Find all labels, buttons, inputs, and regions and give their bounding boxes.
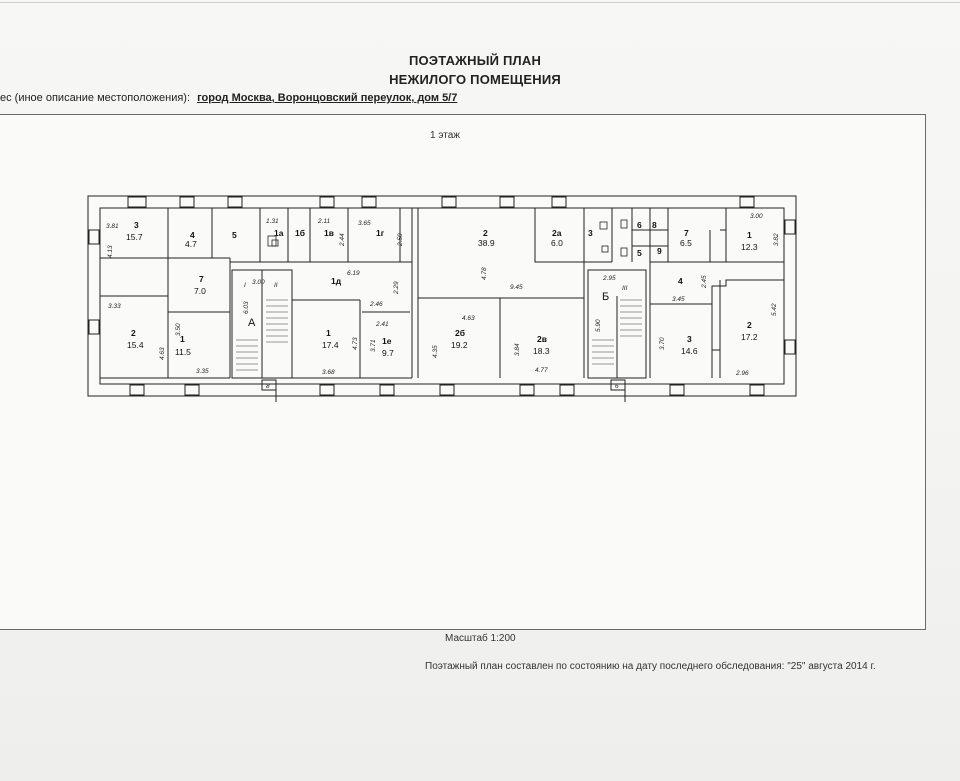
room-number: 4 <box>190 230 195 240</box>
dimension: 6.03 <box>243 301 250 314</box>
room-labels <box>126 220 758 358</box>
dimension: 3.65 <box>358 220 371 227</box>
dimension: 4.35 <box>432 345 439 358</box>
room-number: 1 <box>180 334 185 344</box>
dimension: 3.00 <box>750 213 763 220</box>
stair-letter-a: А <box>248 317 256 329</box>
dimension: 3.35 <box>196 368 209 375</box>
dimension: 2.44 <box>339 233 346 246</box>
building-outline-outer <box>88 196 796 396</box>
dimension: 4.63 <box>159 347 166 360</box>
window <box>362 197 376 207</box>
stair-tread <box>620 300 642 336</box>
document-title-line-1: ПОЭТАЖНЫЙ ПЛАН <box>408 53 542 68</box>
address-value: город Москва, Воронцовский переулок, дом 5/7 <box>197 92 458 104</box>
floor-label: 1 этаж <box>430 130 460 141</box>
room-area: 19.2 <box>451 340 468 350</box>
room-area: 17.4 <box>322 340 339 350</box>
dimension: 3.82 <box>773 233 780 246</box>
dimension: 2.95 <box>603 275 616 282</box>
dimension: 5.42 <box>771 303 778 316</box>
window <box>670 385 684 395</box>
dimension: 2.41 <box>376 321 389 328</box>
room-number: 1г <box>376 228 385 238</box>
toilet-icon <box>272 240 278 246</box>
stair-tread <box>236 340 258 370</box>
dimension: 3.68 <box>322 369 335 376</box>
windows <box>89 197 795 395</box>
dimension: 2.11 <box>318 218 331 225</box>
room-number: 5 <box>637 248 642 258</box>
window <box>89 230 99 244</box>
room-number: 3 <box>588 228 593 238</box>
toilet-icon <box>621 248 627 256</box>
dimension: 2.45 <box>701 275 708 288</box>
dimension: 4.78 <box>481 267 488 280</box>
room-area: 12.3 <box>741 242 758 252</box>
dimension: 3.70 <box>659 337 666 350</box>
dimension: 1.31 <box>266 218 279 225</box>
room-number: 1д <box>331 276 342 286</box>
room-number: 3 <box>687 334 692 344</box>
room-number: 2в <box>537 334 547 344</box>
dimension: 4.13 <box>107 245 114 258</box>
wall <box>168 208 300 296</box>
sanitary-fixtures <box>268 220 627 256</box>
window <box>785 220 795 234</box>
stair-tread <box>592 340 614 364</box>
dimension: 2.29 <box>393 281 400 294</box>
entrance-number: 8 <box>266 383 270 390</box>
dimension: 4.63 <box>462 315 475 322</box>
dimension: 2.96 <box>736 370 749 377</box>
room-number: 4 <box>678 276 683 286</box>
dimension: 3.50 <box>175 323 182 336</box>
dimension: 3.81 <box>106 223 119 230</box>
toilet-icon <box>621 220 627 228</box>
wall <box>712 280 720 378</box>
window <box>185 385 199 395</box>
room-area: 17.2 <box>741 332 758 342</box>
stair-index: III <box>622 285 628 292</box>
outer-walls <box>88 196 796 396</box>
room-area: 9.7 <box>382 348 394 358</box>
dimension: 3.84 <box>514 343 521 356</box>
room-number: 2б <box>455 328 465 338</box>
window <box>785 340 795 354</box>
dimension-labels <box>106 213 780 377</box>
window <box>228 197 242 207</box>
window <box>89 320 99 334</box>
room-area: 6.5 <box>680 238 692 248</box>
wall <box>650 280 784 378</box>
room-number: 7 <box>199 274 204 284</box>
survey-note: Поэтажный план составлен по состоянию на дату последнего обследования: "25" августа 2014 г. <box>425 661 876 672</box>
room-number: 1в <box>324 228 334 238</box>
room-area: 18.3 <box>533 346 550 356</box>
stair-index: II <box>274 282 278 289</box>
room-area: 38.9 <box>478 238 495 248</box>
entrance-number: 6 <box>615 383 619 390</box>
window <box>750 385 764 395</box>
stair-index: I <box>244 282 246 289</box>
room-number: 1б <box>295 228 305 238</box>
room-number: 1е <box>382 336 392 346</box>
dimension: 9.45 <box>510 284 523 291</box>
toilet-icon <box>600 222 607 229</box>
room-area: 11.5 <box>175 347 191 357</box>
room-number: 5 <box>232 230 237 240</box>
room-number: 2 <box>131 328 136 338</box>
room-area: 15.4 <box>127 340 144 350</box>
room-area: 4.7 <box>185 239 197 249</box>
window <box>442 197 456 207</box>
window <box>740 197 754 207</box>
window <box>560 385 574 395</box>
window <box>380 385 394 395</box>
dimension: 3.33 <box>108 303 121 310</box>
window <box>128 197 146 207</box>
room-number: 2 <box>747 320 752 330</box>
stair-tread <box>266 300 288 342</box>
room-area: 6.0 <box>551 238 563 248</box>
room-number: 1а <box>274 228 284 238</box>
room-number: 2 <box>483 228 488 238</box>
room-number: 3 <box>134 220 139 230</box>
stair-treads <box>236 300 642 370</box>
room-number: 8 <box>652 220 657 230</box>
room-number: 2а <box>552 228 562 238</box>
room-number: 7 <box>684 228 689 238</box>
window <box>320 385 334 395</box>
toilet-icon <box>602 246 608 252</box>
dimension: 5.90 <box>595 319 602 332</box>
room-number: 6 <box>637 220 642 230</box>
dimension: 4.73 <box>352 337 359 350</box>
window <box>552 197 566 207</box>
room-number: 1 <box>326 328 331 338</box>
room-number: 1 <box>747 230 752 240</box>
window <box>440 385 454 395</box>
window <box>520 385 534 395</box>
dimension: 2.46 <box>370 301 383 308</box>
room-number: 9 <box>657 246 662 256</box>
dimension: 3.00 <box>252 279 265 286</box>
dimension: 6.19 <box>347 270 360 277</box>
dimension: 3.71 <box>370 339 377 352</box>
dimension: 2.50 <box>397 233 404 246</box>
window <box>130 385 144 395</box>
window <box>500 197 514 207</box>
dimension: 4.77 <box>535 367 548 374</box>
dimension: 3.45 <box>672 296 685 303</box>
window <box>180 197 194 207</box>
room-area: 7.0 <box>194 286 206 296</box>
room-area: 15.7 <box>126 232 143 242</box>
window <box>320 197 334 207</box>
room-area: 14.6 <box>681 346 698 356</box>
address-label: ес (иное описание местоположения): <box>0 92 191 104</box>
stair-letter-b: Б <box>602 291 610 303</box>
document-title-line-2: НЕЖИЛОГО ПОМЕЩЕНИЯ <box>389 72 561 87</box>
scale-label: Масштаб 1:200 <box>445 633 516 644</box>
